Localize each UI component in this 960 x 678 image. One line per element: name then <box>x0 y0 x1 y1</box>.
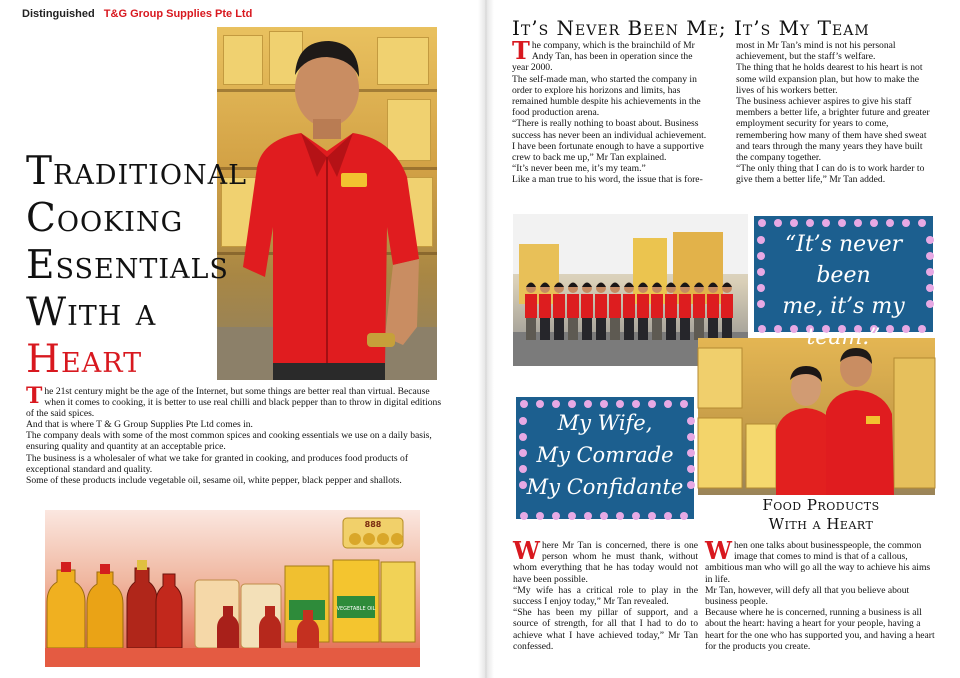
pull-quote-team <box>752 214 935 350</box>
page-gutter <box>478 0 494 678</box>
pull-quote-wife <box>514 395 696 521</box>
col3-paragraph: “She has been my pillar of support, and a source of strength, for all that I had to do to achieve what I have achieved today,” Mr Tan confessed. <box>513 607 698 652</box>
title-highlight: Heart <box>26 337 143 382</box>
company-label: T&G Group Supplies Pte Ltd <box>103 8 253 20</box>
products-photo <box>45 510 420 667</box>
quote2-line: My Wife, <box>557 411 653 435</box>
title-line-1: Traditional <box>26 149 248 194</box>
couple-photo <box>698 338 935 495</box>
quote1-line: “It’s never been <box>784 232 903 288</box>
col1-paragraph: “It’s never been me, it’s my team.” <box>512 163 646 175</box>
col4-paragraph: Because where he is concerned, running a business is all about the heart: having a heart for your people, having a heart for the one who has supported you, and having a heart for the products you create. <box>705 607 935 652</box>
quote2-line: My Comrade <box>536 443 674 467</box>
col1-paragraph: The self-made man, who started the company in order to explore his horizons and limits, has remained humble despite his achievements in the food production arena. <box>512 73 701 119</box>
page-header <box>22 8 252 20</box>
portrait-photo <box>217 27 437 380</box>
col1-paragraph: “There is really nothing to boast about. Business success has never been an individual achievement. I have been fortunate enough to have a supportive crew to back me up,” Mr Tan explained. <box>512 118 707 164</box>
intro-dropcap: T <box>26 383 43 409</box>
col4-dropcap: W <box>705 536 732 565</box>
article-column-4 <box>705 536 937 652</box>
intro-first-paragraph: The 21st century might be the age of the Internet, but some things are better real than virtual. Because when it comes to cooking, it is better to use real chilli and black pepper than to throw in digital editions of the said spices. <box>26 383 442 420</box>
article-column-1 <box>512 36 710 186</box>
col1-paragraph: Like a man true to his word, the issue that is fore- <box>512 174 703 186</box>
col4-first-paragraph: When one talks about businesspeople, the common image that comes to mind is that of a callous, ambitious man who will go all the way to achieve his aims in life. <box>705 536 931 585</box>
intro-paragraph: And that is where T & G Group Supplies Pte Ltd comes in. <box>26 419 253 431</box>
subtitle-line: With a Heart <box>768 515 874 533</box>
col1-first-paragraph: The company, which is the brainchild of Mr Andy Tan, has been in operation since the year 2000. <box>512 36 695 74</box>
quote1-line: team.” <box>806 325 881 350</box>
quote2-line: My Confidante <box>526 475 684 499</box>
quote1-line: me, it’s my <box>782 294 905 319</box>
man-figure <box>217 27 437 380</box>
intro-text <box>26 383 450 486</box>
col2-paragraph: The business achiever aspires to give his staff members a better life, a brighter future and greater employment security for years to come, remembering how many of them have shed sweat and tears through the many years they have built the company together. <box>736 96 930 164</box>
section-label: Distinguished <box>22 8 95 20</box>
col3-dropcap: W <box>513 536 540 565</box>
product-bottles <box>45 510 420 667</box>
article-column-2 <box>736 40 936 186</box>
col4-paragraph: Mr Tan, however, will defy all that you believe about business people. <box>705 584 910 608</box>
col2-paragraph: “The only thing that I can do is to work harder to give them a better life,” Mr Tan added. <box>736 163 925 186</box>
intro-paragraph: The business is a wholesaler of what we take for granted in cooking, and produces food products of exceptional standard and quality. <box>26 452 409 475</box>
couple-figures <box>698 338 935 495</box>
intro-paragraph: The company deals with some of the most common spices and cooking essentials we use on a daily basis, ensuring quality and quantity at an acceptable price. <box>26 430 432 453</box>
svg-text:888: 888 <box>364 520 382 529</box>
subtitle-line: Food Products <box>762 496 880 514</box>
intro-paragraph: Some of these products include vegetable oil, sesame oil, white pepper, black pepper and shallots. <box>26 474 402 486</box>
article-title <box>26 148 247 383</box>
right-page-title: It’s Never Been Me; It’s My Team <box>512 16 870 40</box>
col3-paragraph: “My wife has a critical role to play in the success I enjoy today,” Mr Tan revealed. <box>513 584 698 608</box>
brand-badge <box>343 518 403 548</box>
col3-first-paragraph: Where Mr Tan is concerned, there is one person whom he must thank, without whom everything that he has today would not have been possible. <box>513 536 698 585</box>
title-line-4: With a <box>26 290 157 335</box>
svg-text:VEGETABLE OIL: VEGETABLE OIL <box>336 606 376 612</box>
section-subtitle <box>741 496 901 534</box>
title-line-3: Essentials <box>26 243 229 288</box>
col2-paragraph: most in Mr Tan’s mind is not his personal achievement, but the staff’s welfare. <box>736 40 896 63</box>
col2-paragraph: The thing that he holds dearest to his heart is not some wild expansion plan, but how to make the lives of his workers better. <box>736 62 923 96</box>
article-column-3 <box>513 536 698 652</box>
title-line-2: Cooking <box>26 196 184 241</box>
col1-dropcap: T <box>512 36 530 65</box>
